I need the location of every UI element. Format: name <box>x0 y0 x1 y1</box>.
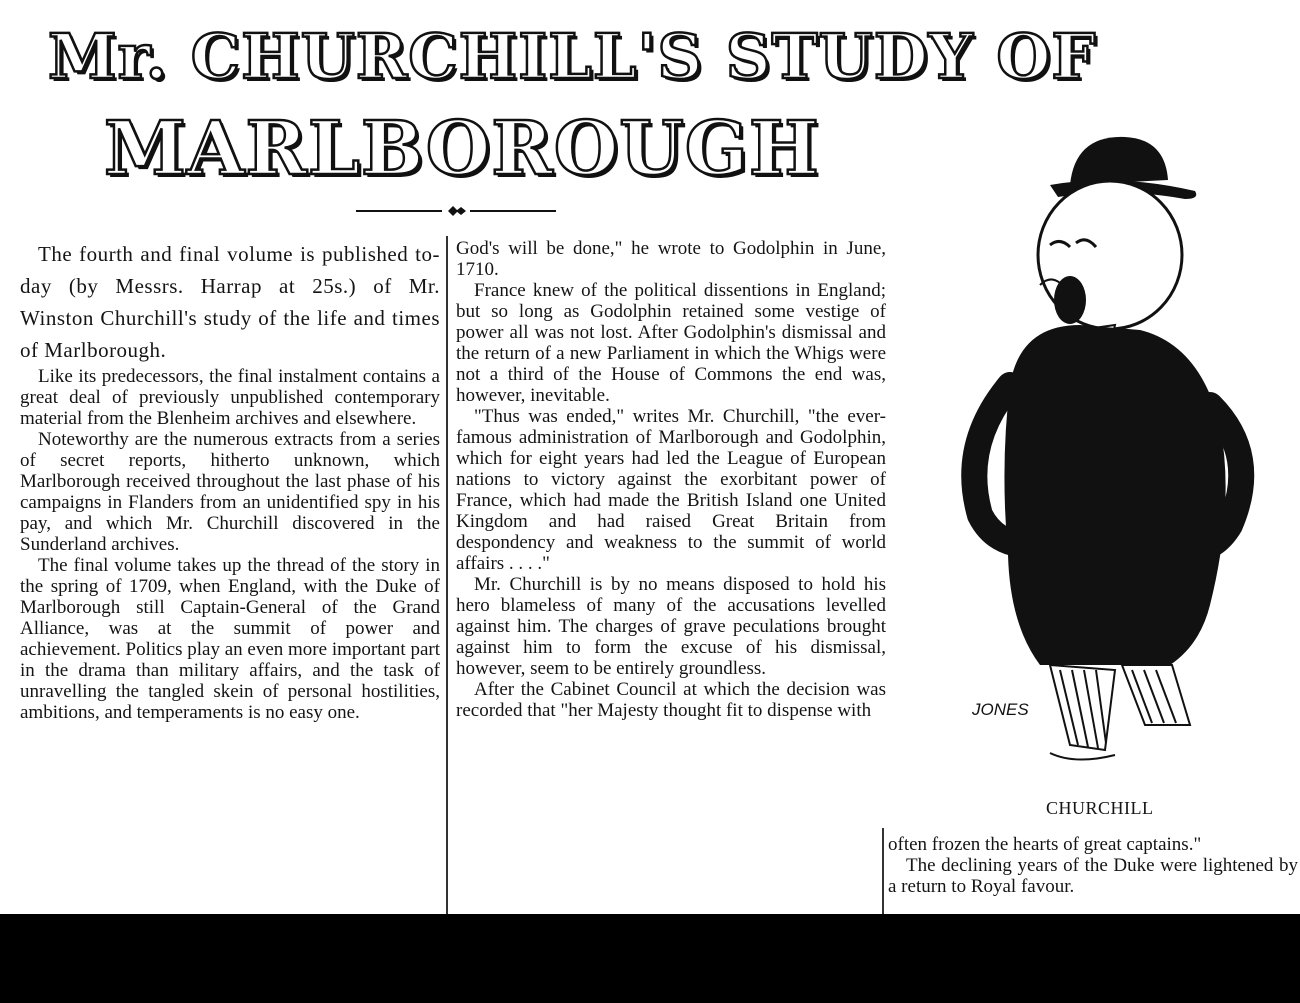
bottom-black-band <box>0 914 1300 1003</box>
column-rule <box>882 828 884 916</box>
paragraph: After the Cabinet Council at which the decision was recorded that "her Majesty thought fit to dispense with <box>456 679 886 721</box>
article-column-1 <box>20 238 440 723</box>
ornamental-divider <box>356 204 556 218</box>
paragraph: Like its predecessors, the final instalment contains a great deal of previously unpublished contemporary material from the Blenheim archives and elsewhere. <box>20 366 440 429</box>
article-column-2 <box>456 238 886 721</box>
paragraph: "Thus was ended," writes Mr. Churchill, "the ever-famous administration of Marlborough and Godolphin, which for eight years had led the League of European nations to victory against the exorbitant power of France, which had made the British Island one United Kingdom and had raised Great Britain from despondency and weakness to the summit of world affairs . . . ." <box>456 406 886 574</box>
column-rule <box>446 236 448 916</box>
paragraph: Mr. Churchill is by no means disposed to hold his hero blameless of many of the accusations levelled against him. The charges of grave peculations brought against him to form the excuse of his dismissal, however, seem to be entirely groundless. <box>456 574 886 679</box>
churchill-caricature <box>900 125 1290 765</box>
paragraph: God's will be done," he wrote to Godolphin in June, 1710. <box>456 238 886 280</box>
paragraph: The final volume takes up the thread of the story in the spring of 1709, when England, with the Duke of Marlborough still Captain-General of the Grand Alliance, was at the summit of power and achievement. Politics play an even more important part in the drama than military affairs, and the task of unravelling the tangled skein of personal hostilities, ambitions, and temperaments is no easy one. <box>20 555 440 723</box>
cartoon-caption: CHURCHILL <box>1046 798 1154 818</box>
paragraph: The fourth and final volume is published to-day (by Messrs. Harrap at 25s.) of Mr. Winston Churchill's study of the life and times of Marlborough. <box>20 242 440 362</box>
article-column-3 <box>888 834 1298 897</box>
paragraph: often frozen the hearts of great captains." <box>888 834 1202 855</box>
headline-line-1: Mr. CHURCHILL'S STUDY OF <box>48 20 1097 93</box>
headline-line-2: MARLBOROUGH <box>104 106 820 192</box>
paragraph: The declining years of the Duke were lightened by a return to Royal favour. <box>888 855 1298 897</box>
artist-signature: JONES <box>972 700 1029 719</box>
paragraph: France knew of the political dissentions in England; but so long as Godolphin retained some vestige of power all was not lost. After Godolphin's dismissal and the return of a new Parliament in which the Whigs were not a third of the House of Commons the end was, however, inevitable. <box>456 280 886 406</box>
paragraph: Noteworthy are the numerous extracts from a series of secret reports, hitherto unknown, which Marlborough received throughout the last phase of his campaigns in Flanders from an unidentified spy in his pay, and which Mr. Churchill discovered in the Sunderland archives. <box>20 429 440 555</box>
